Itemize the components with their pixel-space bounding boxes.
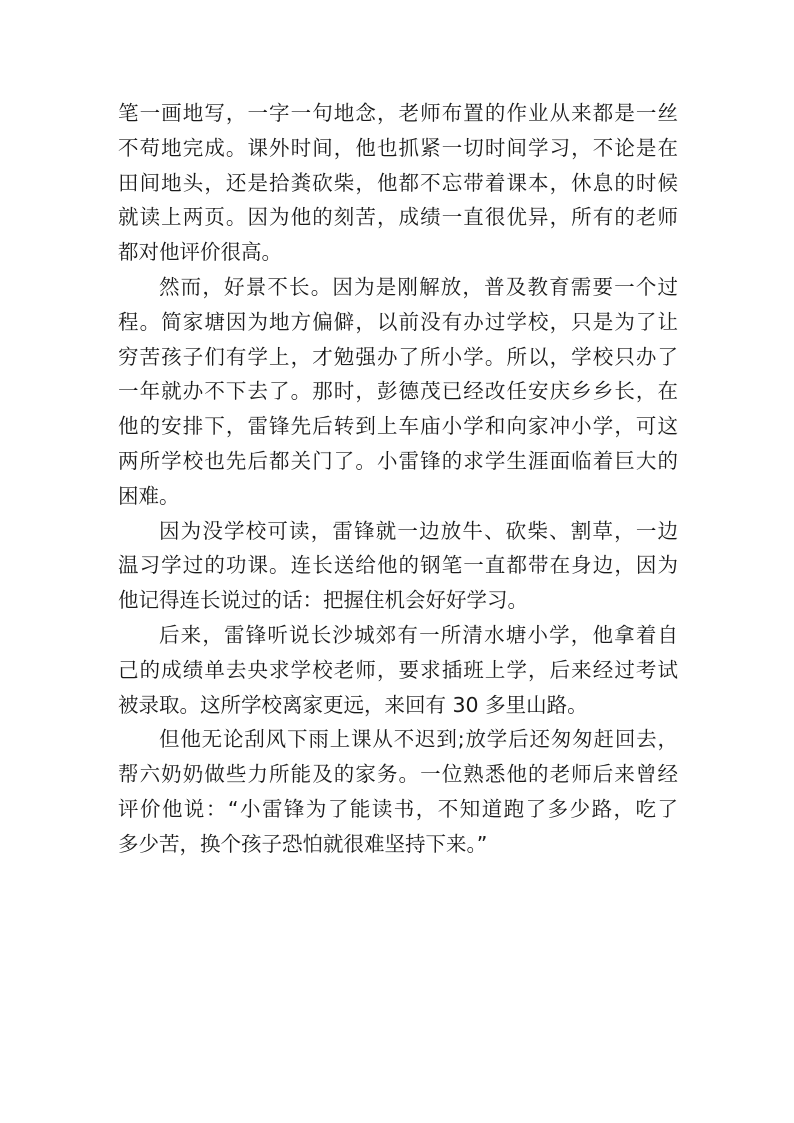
text-line: 温习学过的功课。连长送给他的钢笔一直都带在身边，因为 xyxy=(118,553,678,578)
text-line: 笔一画地写，一字一句地念，老师布置的作业从来都是一丝 xyxy=(118,101,678,125)
text-line: 穷苦孩子们有学上，才勉强办了所小学。所以，学校只办了 xyxy=(118,344,678,369)
body-text xyxy=(118,96,678,862)
text-line: 一年就办不下去了。那时，彭德茂已经改任安庆乡乡长，在 xyxy=(118,379,678,404)
text-line: 都对他评价很高。 xyxy=(118,240,282,265)
text-line: 困难。 xyxy=(118,483,180,508)
text-line: 田间地头，还是拾粪砍柴，他都不忘带着课本，休息的时候 xyxy=(118,170,678,195)
text-line: 两所学校也先后都关门了。小雷锋的求学生涯面临着巨大的 xyxy=(118,448,678,473)
text-line: 程。简家塘因为地方偏僻，以前没有办过学校，只是为了让 xyxy=(118,309,678,334)
text-line: 己的成绩单去央求学校老师，要求插班上学，后来经过考试 xyxy=(118,657,678,682)
paragraph-start-line: 后来，雷锋听说长沙城郊有一所清水塘小学，他拿着自 xyxy=(159,622,678,647)
text-line: 多少苦，换个孩子恐怕就很难坚持下来。” xyxy=(118,831,488,856)
text-line: 不苟地完成。课外时间，他也抓紧一切时间学习，不论是在 xyxy=(118,135,678,160)
paragraph-start-line: 但他无论刮风下雨上课从不迟到;放学后还匆匆赶回去， xyxy=(159,727,678,752)
text-line: 他记得连长说过的话：把握住机会好好学习。 xyxy=(118,588,528,613)
paragraph-start-line: 然而，好景不长。因为是刚解放，普及教育需要一个过 xyxy=(159,274,678,299)
text-line: 评价他说：“小雷锋为了能读书，不知道跑了多少路，吃了 xyxy=(118,796,678,821)
text-line: 被录取。这所学校离家更远，来回有 30 多里山路。 xyxy=(118,692,588,717)
text-line: 就读上两页。因为他的刻苦，成绩一直很优异，所有的老师 xyxy=(118,205,678,230)
paragraph-start-line: 因为没学校可读，雷锋就一边放牛、砍柴、割草，一边 xyxy=(159,518,678,543)
text-line: 帮六奶奶做些力所能及的家务。一位熟悉他的老师后来曾经 xyxy=(118,762,678,787)
text-line: 他的安排下，雷锋先后转到上车庙小学和向家冲小学，可这 xyxy=(118,414,678,439)
